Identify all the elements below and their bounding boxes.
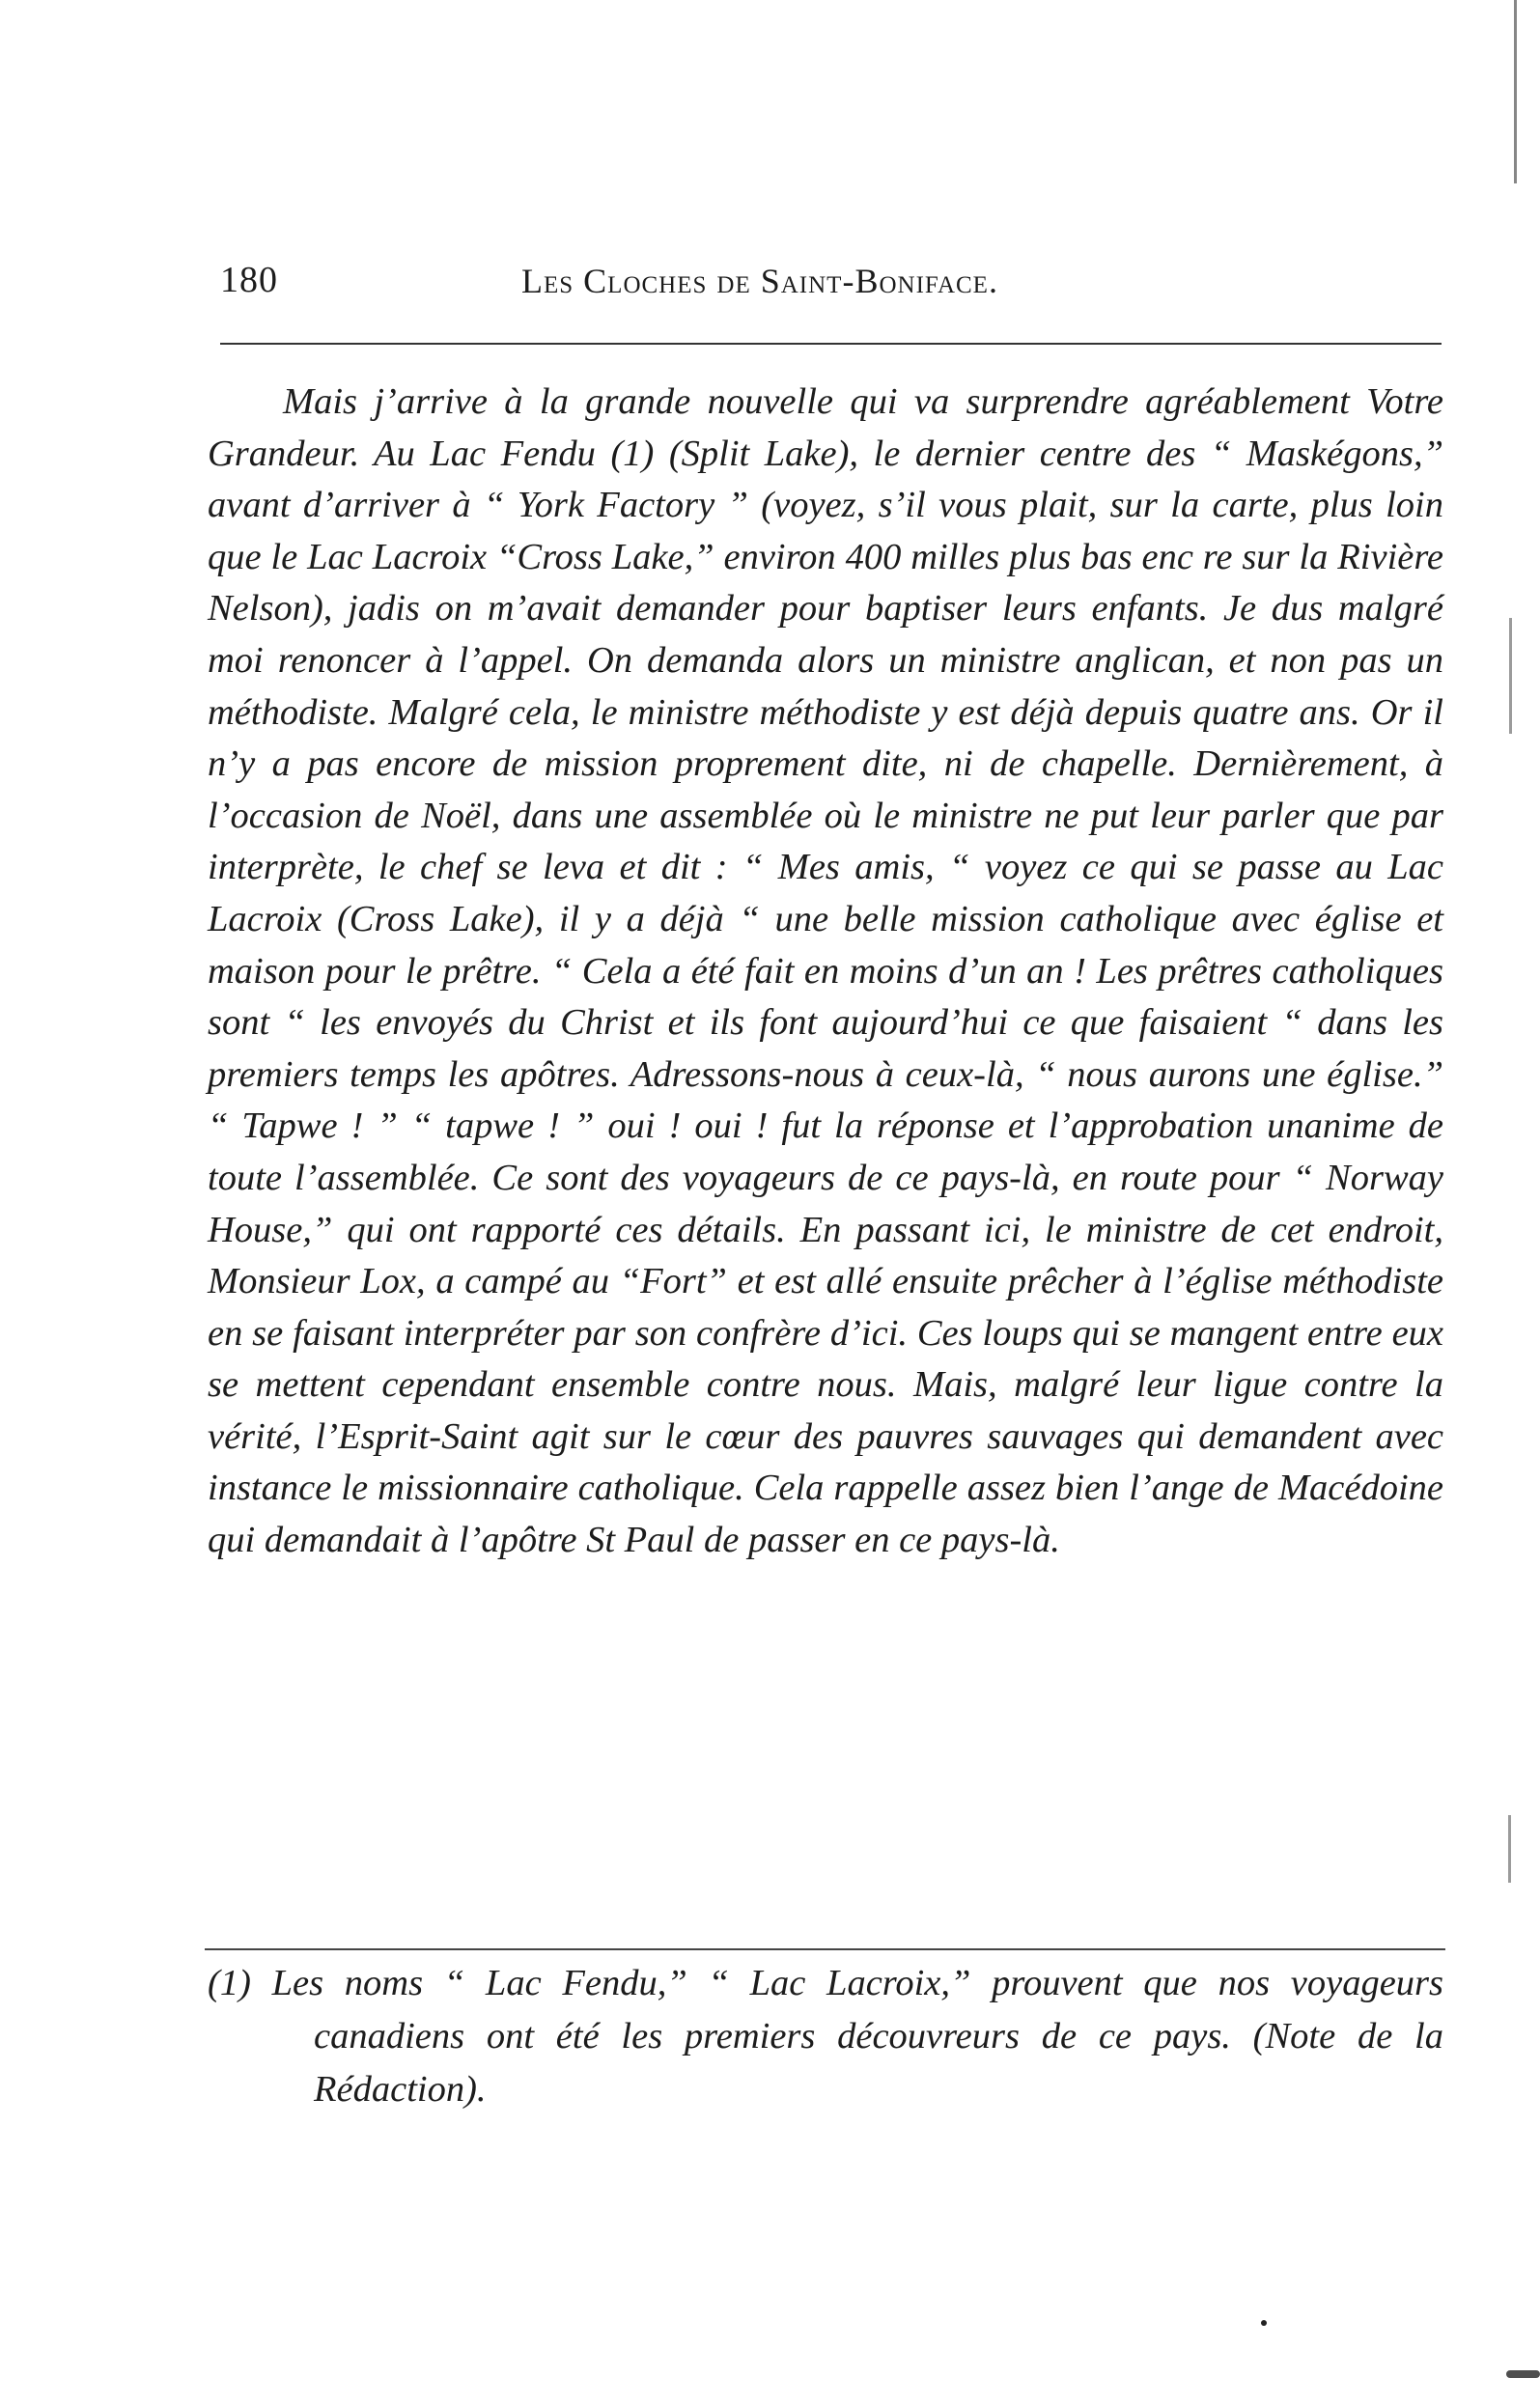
footnote: (1) Les noms “ Lac Fendu,” “ Lac Lacroix,” prouvent que nos voyageurs canadiens ont été les premiers découvreurs de ce pays. (Note de la Rédaction). bbox=[208, 1963, 1443, 2110]
binding-edge-mark bbox=[1514, 0, 1517, 183]
binding-edge-mark bbox=[1509, 618, 1512, 734]
footnote-rule bbox=[205, 1948, 1445, 1950]
header-rule bbox=[220, 343, 1442, 345]
speck bbox=[1261, 2320, 1267, 2326]
running-title: Les Cloches de Saint-Boniface. bbox=[521, 262, 998, 300]
running-head bbox=[220, 259, 1442, 317]
binding-edge-mark bbox=[1508, 1815, 1511, 1883]
body-paragraph: Mais j’arrive à la grande nouvelle qui va surprendre agréablement Votre Grandeur. Au Lac Fendu (1) (Split Lake), le dernier centre des “ Maskégons,” avant d’arriver à “ York Factory ” (voyez, s’il vous plait, sur la carte, plus loin que le Lac Lacroix “Cross Lake,” environ 400 milles plus bas enc re sur la Rivière Nelson), jadis on m’avait demander pour baptiser leurs enfants. Je dus malgré moi renoncer à l’appel. On demanda alors un ministre anglican, et non pas un méthodiste. Malgré cela, le ministre méthodiste y est déjà depuis quatre ans. Or il n’y a pas encore de mission proprement dite, ni de chapelle. Dernièrement, à l’occasion de Noël, dans une assemblée où le ministre ne put leur parler que par interprète, le chef se leva et dit : “ Mes amis, “ voyez ce qui se passe au Lac Lacroix (Cross Lake), il y a déjà “ une belle mission catholique avec église et maison pour le prêtre. “ Cela a été fait en moins d’un an ! Les prêtres catholiques sont “ les envoyés du Christ et ils font aujourd’hui ce que faisaient “ dans les premiers temps les apôtres. Adressons-nous à ceux-là, “ nous aurons une église.” “ Tapwe ! ” “ tapwe ! ” oui ! oui ! fut la réponse et l’approbation unanime de toute l’assemblée. Ce sont des voyageurs de ce pays-là, en route pour “ Norway House,” qui ont rapporté ces détails. En passant ici, le ministre de cet endroit, Monsieur Lox, a campé au “Fort” et est allé ensuite prêcher à l’église méthodiste en se faisant interpréter par son confrère d’ici. Ces loups qui se mangent entre eux se mettent cependant ensemble contre nous. Mais, malgré leur ligue contre la vérité, l’Esprit-Saint agit sur le cœur des pauvres sauvages qui demandent avec instance le missionnaire catholique. Cela rappelle assez bien l’ange de Macédoine qui demandait à l’apôtre St Paul de passer en ce pays-là. bbox=[208, 381, 1443, 1561]
page-number: 180 bbox=[220, 260, 278, 300]
corner-smudge bbox=[1506, 2370, 1540, 2378]
